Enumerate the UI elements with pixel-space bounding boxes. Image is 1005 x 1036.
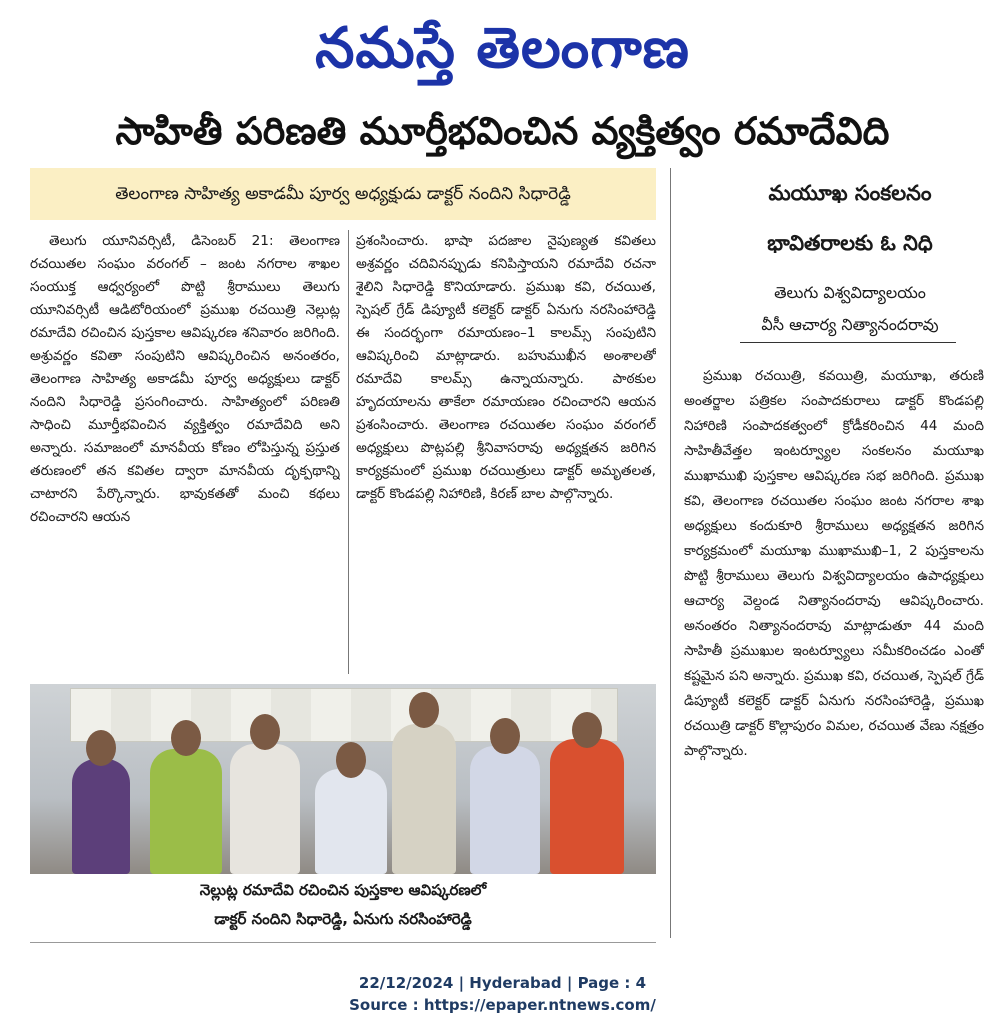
person-figure bbox=[315, 769, 387, 874]
side-article-byline-line-1: తెలుగు విశ్వవిద్యాలయం bbox=[774, 283, 926, 302]
side-article-headline-line-2: భావితరాలకు ఓ నిధి bbox=[767, 231, 933, 255]
bottom-rule bbox=[30, 942, 656, 943]
footer-source-line: Source : https://epaper.ntnews.com/ bbox=[349, 996, 656, 1014]
person-head bbox=[572, 712, 602, 748]
newspaper-masthead: నమస్తే తెలంగాణ bbox=[315, 15, 690, 81]
main-article-column-1 bbox=[30, 230, 340, 674]
headline-deck: తెలంగాణ సాహిత్య అకాడమీ పూర్వ అధ్యక్షుడు డాక్టర్ నందిని సిధారెడ్డి bbox=[30, 168, 656, 220]
person-head bbox=[250, 714, 280, 750]
side-article-body bbox=[684, 364, 984, 950]
stage-banner bbox=[70, 688, 618, 742]
person-head bbox=[490, 718, 520, 754]
section-divider bbox=[670, 168, 671, 938]
photo-caption bbox=[30, 876, 656, 938]
person-head bbox=[86, 730, 116, 766]
byline-rule bbox=[740, 342, 956, 343]
page-footer bbox=[0, 972, 1005, 1016]
person-figure bbox=[150, 749, 222, 874]
person-figure bbox=[392, 724, 456, 874]
main-headline: సాహితీ పరిణతి మూర్తీభవించిన వ్యక్తిత్వం రమాదేవిది bbox=[115, 109, 890, 153]
column-divider bbox=[348, 230, 349, 674]
main-article-column-2-text: ప్రశంసించారు. భాషా పదజాల నైపుణ్యత కవితలు అశ్రవర్ణం చదివినప్పుడు కనిపిస్తాయని రమాదేవి రచనా శైలిని సిధారెడ్డి కొనియాడారు. ప్రముఖ కవి, రచయిత, స్పెషల్ గ్రేడ్ డిప్యూటీ కలెక్టర్ డాక్టర్ ఏనుగు నరసింహారెడ్డి ఈ సందర్భంగా రమాయణం–1 కాలమ్స్ సంపుటిని ఆవిష్కరించి మాట్లాడారు. బహుముఖీన అంశాలతో రమాదేవి కాలమ్స్ ఉన్నాయన్నారు. పాఠకుల హృదయాలను తాకేలా రమాయణం రచించారని ఆయన ప్రశంసించారు. తెలంగాణ రచయితల సంఘం వరంగల్ అధ్యక్షులు పొట్లపల్లి శ్రీనివాసరావు అధ్యక్షతన జరిగిన కార్యక్రమంలో ప్రముఖ రచయిత్రులు డాక్టర్ అమృతలత, డాక్టర్ కొండపల్లి నిహారిణి, కిరణ్ బాల పాల్గొన్నారు. bbox=[356, 233, 656, 502]
person-head bbox=[171, 720, 201, 756]
main-article-column-2 bbox=[356, 230, 656, 674]
side-article-body-text: ప్రముఖ రచయిత్రి, కవయిత్రి, మయూఖ, తరుణి అంతర్జాల పత్రికల సంపాదకురాలు డాక్టర్ కొండపల్లి నిహారిణి సంపాదకత్వంలో క్రోడీకరించిన 44 మంది సాహితీవేత్తల ఇంటర్వ్యూల సంకలనం మయూఖ ముఖాముఖి పుస్తకాల ఆవిష్కరణ సభ జరిగింది. ప్రముఖ కవి, తెలంగాణ రచయితల సంఘం జంట నగరాల శాఖ అధ్యక్షులు కందుకూరి శ్రీరాములు అధ్యక్షతన జరిగిన కార్యక్రమంలో మయూఖ ముఖాముఖి–1, 2 పుస్తకాలను పొట్టి శ్రీరాములు తెలుగు విశ్వవిద్యాలయం ఉపాధ్యక్షులు ఆచార్య వెల్దండ నిత్యానందరావు ఆవిష్కరించారు. అనంతరం నిత్యానందరావు మాట్లాడుతూ 44 మంది సాహితీ ప్రముఖుల ఇంటర్వ్యూలు సమీకరించడం ఎంతో కష్టమైన పని అన్నారు. ప్రముఖ కవి, రచయిత, స్పెషల్ గ్రేడ్ డిప్యూటీ కలెక్టర్ డాక్టర్ ఏనుగు నరసింహారెడ్డి, ప్రముఖ రచయిత్రి డాక్టర్ కొల్లాపురం విమల, రచయిత వేణు నక్షత్రం పాల్గొన్నారు. bbox=[684, 368, 984, 759]
person-head bbox=[409, 692, 439, 728]
footer-date-line: 22/12/2024 | Hyderabad | Page : 4 bbox=[358, 974, 647, 992]
photo-caption-line-1: నెల్లుట్ల రమాదేవి రచించిన పుస్తకాల ఆవిష్కరణలో bbox=[199, 881, 487, 899]
photo-caption-line-2: డాక్టర్ నందిని సిధారెడ్డి, ఏనుగు నరసింహారెడ్డి bbox=[214, 910, 472, 928]
side-article-headline-line-1: మయూఖ సంకలనం bbox=[768, 181, 932, 205]
person-figure bbox=[230, 744, 300, 874]
side-article-byline-line-2: వీసీ ఆచార్య నిత్యానందరావు bbox=[761, 315, 939, 334]
person-figure bbox=[470, 746, 540, 874]
book-launch-photo bbox=[30, 684, 656, 874]
person-figure bbox=[550, 739, 624, 874]
main-article-column-1-text: తెలుగు యూనివర్సిటీ, డిసెంబర్ 21: తెలంగాణ రచయితల సంఘం వరంగల్ – జంట నగరాల శాఖల సంయుక్త ఆధ్వర్యంలో పొట్టి శ్రీరాములు తెలుగు యూనివర్సిటీ ఆడిటోరియంలో ప్రముఖ రచయిత్రి నెల్లుట్ల రమాదేవి రచించిన పుస్తకాల ఆవిష్కరణ శనివారం జరిగింది. అశ్రువర్ణం కవితా సంపుటిని ఆవిష్కరించిన అనంతరం, తెలంగాణ సాహిత్య అకాడమీ పూర్వ అధ్యక్షులు డాక్టర్ నందిని సిధారెడ్డి ప్రసంగించారు. సాహిత్యంలో పరిణతి సాధించి మూర్తీభవించిన వ్యక్తిత్వం రమాదేవిది అని అన్నారు. సమాజంలో మానవీయ కోణం లోపిస్తున్న ప్రస్తుత తరుణంలో తన కవితల ద్వారా మానవీయ దృక్పథాన్ని చాటారని పేర్కొన్నారు. భావుకతతో మంచి కథలు రచించారని ఆయన bbox=[30, 233, 340, 525]
person-figure bbox=[72, 759, 130, 874]
person-head bbox=[336, 742, 366, 778]
